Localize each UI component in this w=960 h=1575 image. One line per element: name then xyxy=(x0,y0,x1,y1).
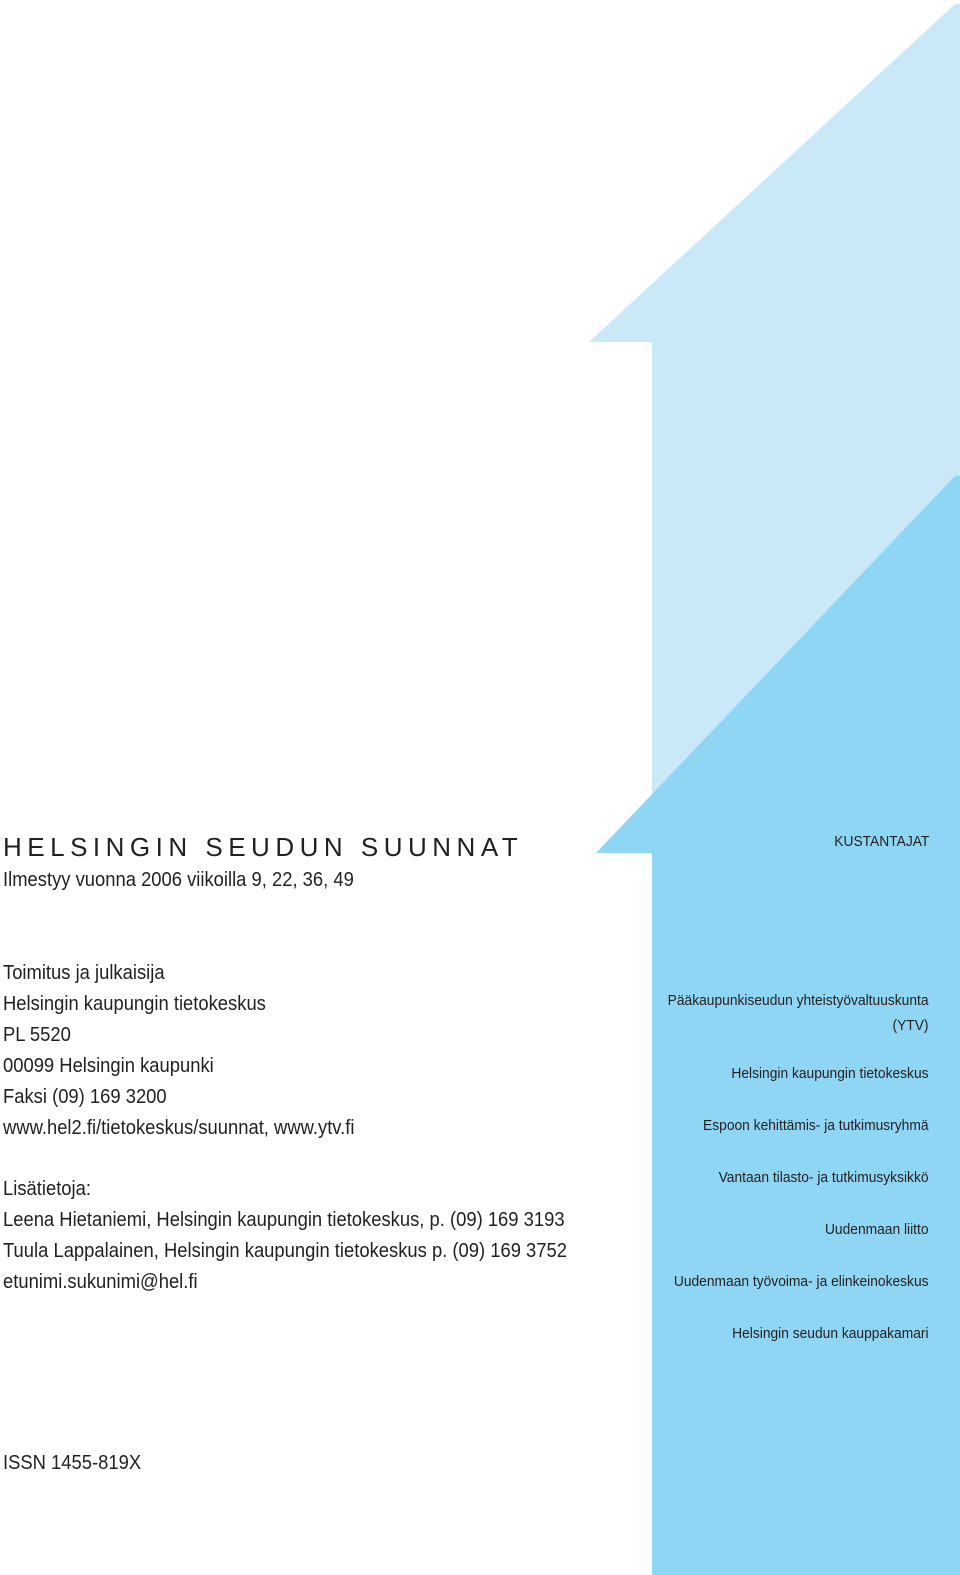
publication-schedule: Ilmestyy vuonna 2006 viikoilla 9, 22, 36, 49 xyxy=(3,869,354,891)
contact-person-2: Tuula Lappalainen, Helsingin kaupungin tietokeskus p. (09) 169 3752 xyxy=(3,1240,567,1262)
postal-address: 00099 Helsingin kaupunki xyxy=(3,1055,214,1077)
fax-number: Faksi (09) 169 3200 xyxy=(3,1086,167,1108)
issn-number: ISSN 1455-819X xyxy=(3,1452,142,1474)
po-box: PL 5520 xyxy=(3,1024,71,1046)
publisher-item-line1: Pääkaupunkiseudun yhteistyövaltuuskunta xyxy=(668,992,929,1009)
publisher-organization: Helsingin kaupungin tietokeskus xyxy=(3,993,266,1015)
publisher-item: Espoon kehittämis- ja tutkimusryhmä xyxy=(703,1117,929,1134)
publisher-item: Vantaan tilasto- ja tutkimusyksikkö xyxy=(719,1169,929,1186)
publisher-item: Helsingin seudun kauppakamari xyxy=(732,1325,929,1342)
more-info-heading: Lisätietoja: xyxy=(3,1178,91,1200)
publisher-item: Uudenmaan liitto xyxy=(825,1221,929,1238)
publishers-heading: KUSTANTAJAT xyxy=(833,833,929,850)
editorial-contact-block xyxy=(3,958,385,1144)
publisher-item-line2: (YTV) xyxy=(892,1017,929,1034)
email-address[interactable]: etunimi.sukunimi@hel.fi xyxy=(3,1271,198,1293)
publisher-item xyxy=(668,988,929,1038)
more-info-block xyxy=(3,1174,616,1298)
publishers-list xyxy=(645,988,929,1373)
editorial-heading: Toimitus ja julkaisija xyxy=(3,962,165,984)
publication-title: HELSINGIN SEUDUN SUUNNAT xyxy=(3,832,524,862)
website-links[interactable]: www.hel2.fi/tietokeskus/suunnat, www.ytv.fi xyxy=(3,1117,355,1139)
publisher-item: Helsingin kaupungin tietokeskus xyxy=(731,1065,929,1082)
contact-person-1: Leena Hietaniemi, Helsingin kaupungin tietokeskus, p. (09) 169 3193 xyxy=(3,1209,565,1231)
publisher-item: Uudenmaan työvoima- ja elinkeinokeskus xyxy=(674,1273,929,1290)
